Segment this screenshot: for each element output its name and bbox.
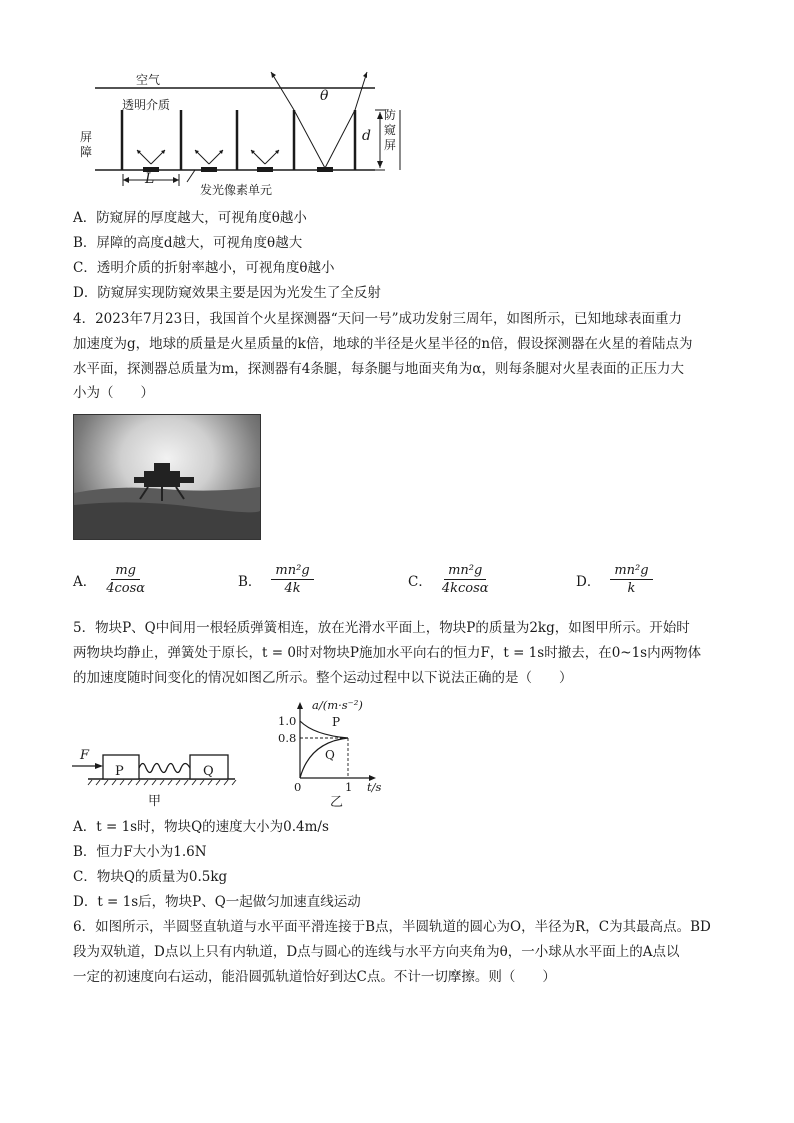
q4-option-b: B． $\frac{\text{mn²g}}{4k}$ (238, 563, 314, 596)
pitch-l-label: L (145, 171, 155, 187)
q6-line-1: 6．如图所示，半圆竖直轨道与水平面平滑连接于B点，半圆轨道的圆心为O，半径为R，C为其最高点。BD (73, 919, 711, 935)
q4-line-1: 4．2023年7月23日，我国首个火星探测器“天问一号”成功发射三周年，如图所示，已知地球表面重力 (73, 311, 683, 327)
force-f-label: F (80, 748, 90, 763)
q6-line-3: 一定的初速度向右运动，能沿圆弧轨道恰好到达C点。不计一切摩擦。则（ ） (73, 969, 556, 985)
q5-option-b: B．恒力F大小为1.6N (73, 844, 207, 860)
q4-d-numerator: mn²g (610, 563, 652, 580)
x-axis-label: t/s (367, 780, 382, 794)
q5-option-c: C．物块Q的质量为0.5kg (73, 869, 228, 885)
figure-jia-caption: 甲 (148, 794, 162, 809)
q4-b-numerator: mn²g (271, 563, 313, 580)
origin-label: 0 (294, 780, 302, 794)
q4-line-3: 水平面，探测器总质量为m，探测器有4条腿，每条腿与地面夹角为α，则每条腿对火星表面的正压力大 (73, 361, 685, 377)
q4-c-denominator: 4kcosα (441, 581, 489, 596)
q5-line-2: 两物块均静止，弹簧处于原长，t = 0时对物块P施加水平向右的恒力F，t = 1s时撤去，在0~1s内两物体 (73, 645, 702, 661)
q4-option-c: C． $\frac{\text{mn²g}}{4kcos\alpha}$ (408, 563, 489, 596)
q4-d-denominator: k (627, 581, 636, 596)
figure-yi-caption: 乙 (330, 795, 344, 810)
q4-line-2: 加速度为g，地球的质量是火星质量的k倍，地球的半径是火星半径的n倍，假设探测器在火星的着陆点为 (73, 336, 693, 352)
q6-line-2: 段为双轨道，D点以上只有内轨道，D点与圆心的连线与水平方向夹角为θ，一小球从水平面上的A点以 (73, 944, 680, 960)
y-tick-0-8: 0.8 (278, 731, 297, 745)
q4-b-denominator: 4k (284, 581, 301, 596)
curve-p-label: P (332, 715, 341, 729)
q4-a-denominator: 4cosα (106, 581, 146, 596)
q4-c-numerator: mn²g (444, 563, 486, 580)
mars-lander-photo (73, 414, 261, 540)
q4-a-numerator: mg (111, 563, 140, 580)
q3-option-d: D．防窥屏实现防窥效果主要是因为光发生了全反射 (73, 285, 381, 301)
medium-label: 透明介质 (122, 98, 171, 112)
y-tick-1: 1.0 (278, 714, 297, 728)
q3-option-b: B．屏障的高度d越大，可视角度θ越大 (73, 235, 303, 251)
q4-line-4: 小为（ ） (73, 385, 154, 401)
angle-theta-label: θ (320, 88, 329, 104)
q5-option-a: A．t = 1s时，物块Q的速度大小为0.4m/s (73, 819, 329, 835)
block-p-label: P (115, 764, 124, 779)
x-tick-1: 1 (345, 780, 353, 794)
screen-label: 防窥屏 (384, 108, 397, 152)
q3-option-c: C．透明介质的折射率越小，可视角度θ越小 (73, 260, 335, 276)
air-label: 空气 (136, 73, 161, 87)
q4-option-a: A． $\frac{mg}{4\cos\alpha}$ (73, 563, 146, 596)
y-axis-label: a/(m·s⁻²) (312, 698, 363, 712)
q5-line-1: 5．物块P、Q中间用一根轻质弹簧相连，放在光滑水平面上，物块P的质量为2kg，如图甲所示。开始时 (73, 620, 690, 636)
q5-line-3: 的加速度随时间变化的情况如图乙所示。整个运动过程中以下说法正确的是（ ） (73, 670, 573, 686)
q3-option-a: A．防窥屏的厚度越大，可视角度θ越小 (73, 210, 307, 226)
block-q-label: Q (203, 764, 214, 779)
barrier-label: 屏障 (80, 130, 93, 159)
q4-option-d: D． $\frac{\text{mn²g}}{k}$ (576, 563, 653, 596)
pixel-label: 发光像素单元 (200, 183, 273, 197)
curve-q-label: Q (325, 748, 335, 762)
height-d-label: d (362, 128, 371, 144)
q5-option-d: D．t = 1s后，物块P、Q一起做匀加速直线运动 (73, 894, 361, 910)
